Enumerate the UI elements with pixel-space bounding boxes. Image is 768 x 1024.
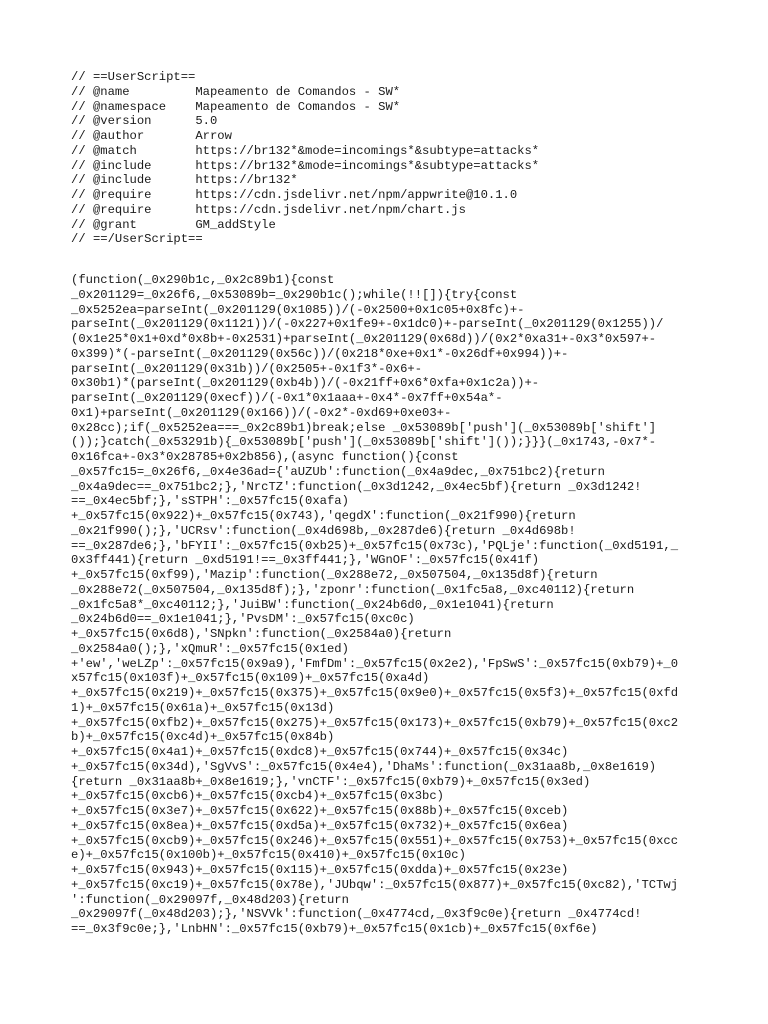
code-line: e)+_0x57fc15(0x100b)+_0x57fc15(0x410)+_0x57fc15(0x10c) — [71, 848, 466, 863]
code-line: ':function(_0x29097f,_0x48d203){return — [71, 892, 349, 907]
code-line: +_0x57fc15(0x943)+_0x57fc15(0x115)+_0x57fc15(0xdda)+_0x57fc15(0x23e) — [71, 863, 569, 877]
code-line: _0x4a9dec==_0x751bc2;},'NrcTZ':function(_0x3d1242,_0x4ec5bf){return _0x3d1242! — [71, 479, 642, 494]
header-comment-line: // @require https://cdn.jsdelivr.net/npm/chart.js — [71, 202, 466, 217]
header-comment-line: // @include https://br132* — [71, 173, 298, 188]
code-line: 0x1)+parseInt(_0x201129(0x166))/(-0x2*-0xd69+0xe03+- — [71, 405, 452, 420]
code-line: 0x30b1)*(parseInt(_0x201129(0xb4b))/(-0x21ff+0x6*0xfa+0x1c2a))+- — [71, 376, 540, 391]
code-line: 0x16fca+-0x3*0x28785+0x2b856),(async function(){const — [71, 450, 459, 464]
code-line: _0x57fc15=_0x26f6,_0x4e36ad={'aUZUb':function(_0x4a9dec,_0x751bc2){return — [71, 464, 605, 479]
code-line: +'ew','weLZp':_0x57fc15(0x9a9),'FmfDm':_0x57fc15(0x2e2),'FpSwS':_0x57fc15(0xb79)+_0 — [71, 656, 679, 671]
header-comment-line: // @name Mapeamento de Comandos - SW* — [71, 84, 401, 99]
code-line: parseInt(_0x201129(0x31b))/(0x2505+-0x1f3*-0x6+- — [71, 361, 423, 376]
code-line: ==_0x4ec5bf;},'sSTPH':_0x57fc15(0xafa) — [71, 494, 349, 509]
header-comment-line: // @match https://br132*&mode=incomings*&subtype=attacks* — [71, 143, 540, 158]
code-line: b)+_0x57fc15(0xc4d)+_0x57fc15(0x84b) — [71, 730, 335, 745]
code-line: +_0x57fc15(0x3e7)+_0x57fc15(0x622)+_0x57fc15(0x88b)+_0x57fc15(0xceb) — [71, 804, 569, 818]
code-line: 0x28cc);if(_0x5252ea===_0x2c89b1)break;else _0x53089b['push'](_0x53089b['shift'] — [71, 420, 657, 435]
code-line: (0x1e25*0x1+0xd*0x8b+-0x2531)+parseInt(_0x201129(0x68d))/(0x2*0xa31+-0x3*0x597+- — [71, 332, 657, 346]
code-line: 0x3ff441){return _0xd5191!==_0x3ff441;},'WGnOF':_0x57fc15(0x41f) — [71, 553, 540, 568]
code-line: +_0x57fc15(0xcb9)+_0x57fc15(0x246)+_0x57fc15(0x551)+_0x57fc15(0x753)+_0x57fc15(0xcc — [71, 833, 679, 848]
code-line: _0x29097f(_0x48d203);},'NSVVk':function(_0x4774cd,_0x3f9c0e){return _0x4774cd! — [71, 907, 642, 922]
code-line: _0x201129=_0x26f6,_0x53089b=_0x290b1c();while(!![]){try{const — [71, 287, 518, 302]
code-line: +_0x57fc15(0x922)+_0x57fc15(0x743),'qegdX':function(_0x21f990){return — [71, 509, 576, 523]
code-line: +_0x57fc15(0xfb2)+_0x57fc15(0x275)+_0x57fc15(0x173)+_0x57fc15(0xb79)+_0x57fc15(0xc2 — [71, 715, 679, 730]
code-line: +_0x57fc15(0x8ea)+_0x57fc15(0xd5a)+_0x57fc15(0x732)+_0x57fc15(0x6ea) — [71, 818, 569, 833]
header-comment-line: // @grant GM_addStyle — [71, 217, 276, 232]
script-code-body — [71, 273, 678, 937]
code-line: _0x21f990();},'UCRsv':function(_0x4d698b,_0x287de6){return _0x4d698b! — [71, 523, 576, 538]
header-comment-line: // ==UserScript== — [71, 70, 196, 84]
header-comment-line: // ==/UserScript== — [71, 232, 203, 247]
code-line: (function(_0x290b1c,_0x2c89b1){const — [71, 273, 335, 287]
code-line: +_0x57fc15(0x4a1)+_0x57fc15(0xdc8)+_0x57fc15(0x744)+_0x57fc15(0x34c) — [71, 745, 569, 759]
code-line: parseInt(_0x201129(0x1121))/(-0x227+0x1fe9+-0x1dc0)+-parseInt(_0x201129(0x1255))/ — [71, 317, 664, 332]
header-comment-line: // @include https://br132*&mode=incomings*&subtype=attacks* — [71, 158, 540, 173]
header-comment-line: // @author Arrow — [71, 129, 232, 143]
code-line: _0x24b6d0==_0x1e1041;},'PvsDM':_0x57fc15(0xc0c) — [71, 612, 415, 627]
code-line: {return _0x31aa8b+_0x8e1619;},'vnCTF':_0x57fc15(0xb79)+_0x57fc15(0x3ed) — [71, 774, 591, 789]
code-line: +_0x57fc15(0x6d8),'SNpkn':function(_0x2584a0){return — [71, 627, 452, 641]
code-line: ==_0x3f9c0e;},'LnbHN':_0x57fc15(0xb79)+_0x57fc15(0x1cb)+_0x57fc15(0xf6e) — [71, 922, 598, 936]
header-comment-line: // @namespace Mapeamento de Comandos - SW* — [71, 99, 401, 114]
code-line: _0x1fc5a8*_0xc40112;},'JuiBW':function(_0x24b6d0,_0x1e1041){return — [71, 597, 554, 612]
code-line: _0x288e72(_0x507504,_0x135d8f);},'zponr':function(_0x1fc5a8,_0xc40112){return — [71, 582, 635, 597]
userscript-header — [71, 70, 539, 247]
code-line: +_0x57fc15(0x34d),'SgVvS':_0x57fc15(0x4e4),'DhaMs':function(_0x31aa8b,_0x8e1619) — [71, 759, 657, 774]
code-line: +_0x57fc15(0x219)+_0x57fc15(0x375)+_0x57fc15(0x9e0)+_0x57fc15(0x5f3)+_0x57fc15(0xfd — [71, 686, 679, 700]
code-line: +_0x57fc15(0xf99),'Mazip':function(_0x288e72,_0x507504,_0x135d8f){return — [71, 568, 598, 582]
code-line: ==_0x287de6;},'bFYII':_0x57fc15(0xb25)+_0x57fc15(0x73c),'PQLje':function(_0xd5191,_ — [71, 538, 679, 553]
code-line: 1)+_0x57fc15(0x61a)+_0x57fc15(0x13d) — [71, 700, 335, 715]
code-line: ());}catch(_0x53291b){_0x53089b['push'](_0x53089b['shift']());}}}(_0x1743,-0x7*- — [71, 435, 657, 450]
code-line: +_0x57fc15(0xcb6)+_0x57fc15(0xcb4)+_0x57fc15(0x3bc) — [71, 789, 444, 804]
code-line: _0x5252ea=parseInt(_0x201129(0x1085))/(-0x2500+0x1c05+0x8fc)+- — [71, 302, 525, 317]
code-line: parseInt(_0x201129(0xecf))/(-0x1*0x1aaa+-0x4*-0x7ff+0x54a*- — [71, 391, 503, 405]
code-line: +_0x57fc15(0xc19)+_0x57fc15(0x78e),'JUbqw':_0x57fc15(0x877)+_0x57fc15(0xc82),'TCTwj — [71, 877, 679, 892]
header-comment-line: // @version 5.0 — [71, 114, 218, 129]
code-line: x57fc15(0x103f)+_0x57fc15(0x109)+_0x57fc15(0xa4d) — [71, 671, 430, 686]
header-comment-line: // @require https://cdn.jsdelivr.net/npm/appwrite@10.1.0 — [71, 188, 518, 202]
code-line: _0x2584a0();},'xQmuR':_0x57fc15(0x1ed) — [71, 641, 349, 656]
code-line: 0x399)*(-parseInt(_0x201129(0x56c))/(0x218*0xe+0x1*-0x26df+0x994))+- — [71, 346, 569, 361]
